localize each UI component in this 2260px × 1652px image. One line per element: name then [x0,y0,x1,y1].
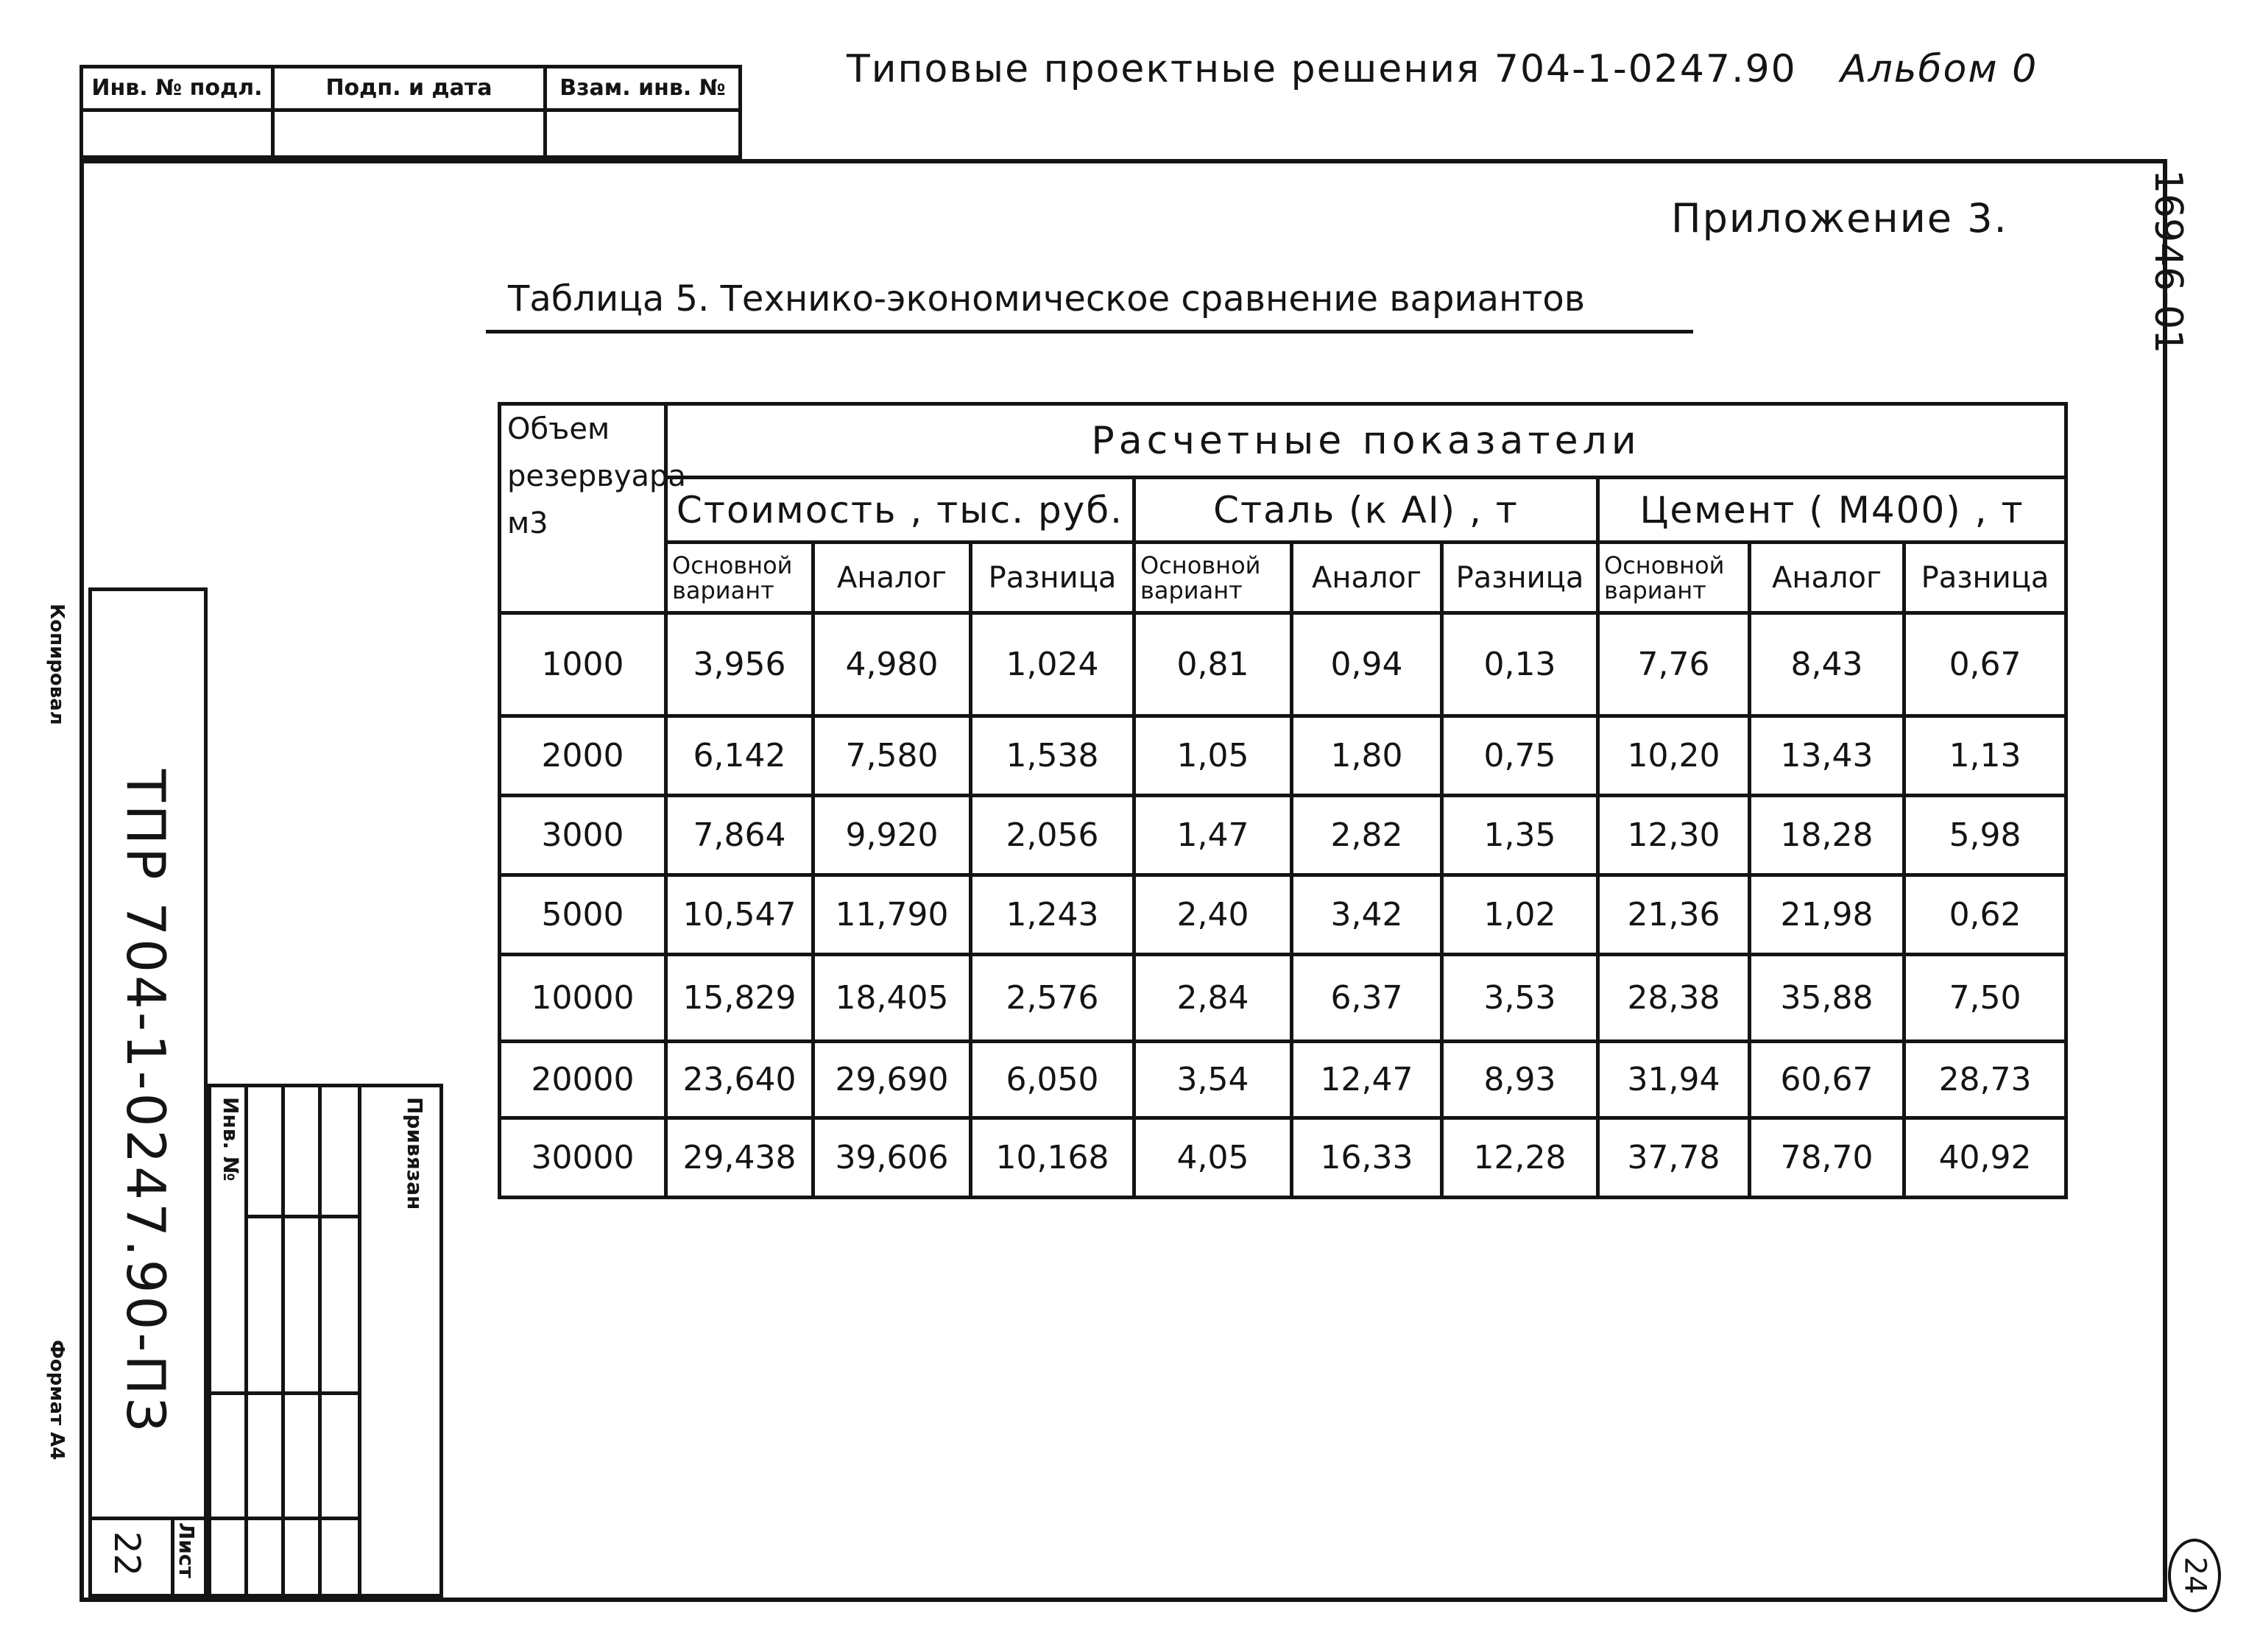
value-cell: 3,54 [1134,1042,1292,1118]
value-cell: 78,70 [1750,1118,1904,1198]
value-cell: 13,43 [1750,716,1904,796]
header-title: Типовые проектные решения 704-1-0247.90 [847,47,1797,91]
value-cell: 21,98 [1750,875,1904,955]
page-number: 24 [2178,1556,2211,1595]
volume-cell: 10000 [500,955,666,1042]
subheader-cell: Аналог [1750,543,1904,613]
value-cell: 1,47 [1134,796,1292,875]
archive-number: 16946-01 [2146,169,2190,354]
value-cell: 21,36 [1598,875,1750,955]
frame-right-line [2163,159,2167,1602]
stamp-vzam-label: Взам. инв. № [547,68,738,112]
value-cell: 0,81 [1134,613,1292,716]
frame-bottom-line [80,1598,2167,1602]
page-number-badge [2168,1539,2221,1612]
value-cell: 37,78 [1598,1118,1750,1198]
cost-group-header: Стоимость , тыс. руб. [666,478,1134,543]
volume-cell: 30000 [500,1118,666,1198]
volume-cell: 5000 [500,875,666,955]
value-cell: 1,243 [971,875,1134,955]
value-cell: 12,30 [1598,796,1750,875]
sheet-divider-line [88,1517,208,1520]
grid-row-line [208,1517,361,1520]
value-cell: 11,790 [813,875,971,955]
sheet-number: 22 [106,1531,147,1577]
value-cell: 6,142 [666,716,813,796]
value-cell: 12,28 [1442,1118,1598,1198]
value-cell: 8,93 [1442,1042,1598,1118]
album-label: Альбом 0 [1840,47,2038,91]
value-cell: 1,538 [971,716,1134,796]
table-row [500,875,2066,955]
table-row [500,716,2066,796]
grid-row-line [244,1215,361,1218]
value-cell: 3,42 [1292,875,1442,955]
frame-left-line [80,159,84,1602]
value-cell: 8,43 [1750,613,1904,716]
grid-col-line [281,1084,285,1598]
grid-col-line [244,1084,248,1598]
value-cell: 2,40 [1134,875,1292,955]
subheader-cell: Разница [1442,543,1598,613]
value-cell: 60,67 [1750,1042,1904,1118]
value-cell: 2,056 [971,796,1134,875]
value-cell: 0,62 [1904,875,2066,955]
value-cell: 10,547 [666,875,813,955]
attached-label: Привязан [403,1097,427,1210]
subheader-cell: Аналог [1292,543,1442,613]
value-cell: 0,94 [1292,613,1442,716]
sheet-label: Лист [174,1522,199,1578]
value-cell: 31,94 [1598,1042,1750,1118]
volume-cell: 2000 [500,716,666,796]
value-cell: 1,80 [1292,716,1442,796]
value-cell: 16,33 [1292,1118,1442,1198]
header-row-groups [500,478,2066,543]
value-cell: 0,67 [1904,613,2066,716]
value-cell: 18,28 [1750,796,1904,875]
volume-header: Объем резервуара м3 [500,404,666,613]
value-cell: 28,38 [1598,955,1750,1042]
stamp-vzam-cell [547,68,738,155]
value-cell: 7,76 [1598,613,1750,716]
subheader-cell: Аналог [813,543,971,613]
grid-col-line [358,1084,361,1598]
value-cell: 35,88 [1750,955,1904,1042]
volume-cell: 1000 [500,613,666,716]
frame-top-line [80,159,2167,163]
volume-cell: 20000 [500,1042,666,1118]
stamp-inv-cell [83,68,275,155]
cement-group-header: Цемент ( М400) , т [1598,478,2066,543]
value-cell: 1,05 [1134,716,1292,796]
inv-number-label: Инв. № [219,1097,243,1182]
value-cell: 15,829 [666,955,813,1042]
value-cell: 2,84 [1134,955,1292,1042]
value-cell: 10,20 [1598,716,1750,796]
value-cell: 4,05 [1134,1118,1292,1198]
approval-stamp [80,65,742,159]
value-cell: 1,02 [1442,875,1598,955]
value-cell: 23,640 [666,1042,813,1118]
value-cell: 28,73 [1904,1042,2066,1118]
caption-underline [486,330,1693,333]
value-cell: 29,690 [813,1042,971,1118]
value-cell: 1,35 [1442,796,1598,875]
stamp-inv-label: Инв. № подл. [83,68,271,112]
value-cell: 6,050 [971,1042,1134,1118]
value-cell: 0,75 [1442,716,1598,796]
computed-header: Расчетные показатели [666,404,2066,478]
value-cell: 7,864 [666,796,813,875]
value-cell: 4,980 [813,613,971,716]
value-cell: 18,405 [813,955,971,1042]
subheader-cell: Разница [971,543,1134,613]
header-row-sub [500,543,2066,613]
subheader-cell: Разница [1904,543,2066,613]
value-cell: 9,920 [813,796,971,875]
grid-row-line [208,1391,361,1395]
stamp-sign-cell [275,68,547,155]
value-cell: 39,606 [813,1118,971,1198]
comparison-table [498,402,2068,1199]
value-cell: 10,168 [971,1118,1134,1198]
value-cell: 3,956 [666,613,813,716]
subheader-cell: Основной вариант [1598,543,1750,613]
subheader-cell: Основной вариант [666,543,813,613]
value-cell: 1,13 [1904,716,2066,796]
table-row [500,1118,2066,1198]
table-row [500,1042,2066,1118]
grid-col-line [318,1084,322,1598]
value-cell: 1,024 [971,613,1134,716]
value-cell: 5,98 [1904,796,2066,875]
table-row [500,955,2066,1042]
volume-cell: 3000 [500,796,666,875]
value-cell: 7,580 [813,716,971,796]
table-caption: Таблица 5. Технико-экономическое сравнение вариантов [508,278,1586,320]
value-cell: 40,92 [1904,1118,2066,1198]
table-body [500,613,2066,1198]
table-row [500,796,2066,875]
value-cell: 29,438 [666,1118,813,1198]
document-code: ТПР 704-1-0247.90-ПЗ [115,769,177,1435]
value-cell: 12,47 [1292,1042,1442,1118]
value-cell: 7,50 [1904,955,2066,1042]
header-row-top [500,404,2066,478]
value-cell: 6,37 [1292,955,1442,1042]
table-row [500,613,2066,716]
stamp-sign-label: Подп. и дата [275,68,543,112]
copied-label: Копировал [46,604,68,725]
value-cell: 3,53 [1442,955,1598,1042]
steel-group-header: Сталь (к AI) , т [1134,478,1598,543]
subheader-cell: Основной вариант [1134,543,1292,613]
format-label: Формат А4 [46,1340,68,1461]
appendix-label: Приложение 3. [1671,195,2008,241]
value-cell: 2,82 [1292,796,1442,875]
value-cell: 2,576 [971,955,1134,1042]
value-cell: 0,13 [1442,613,1598,716]
